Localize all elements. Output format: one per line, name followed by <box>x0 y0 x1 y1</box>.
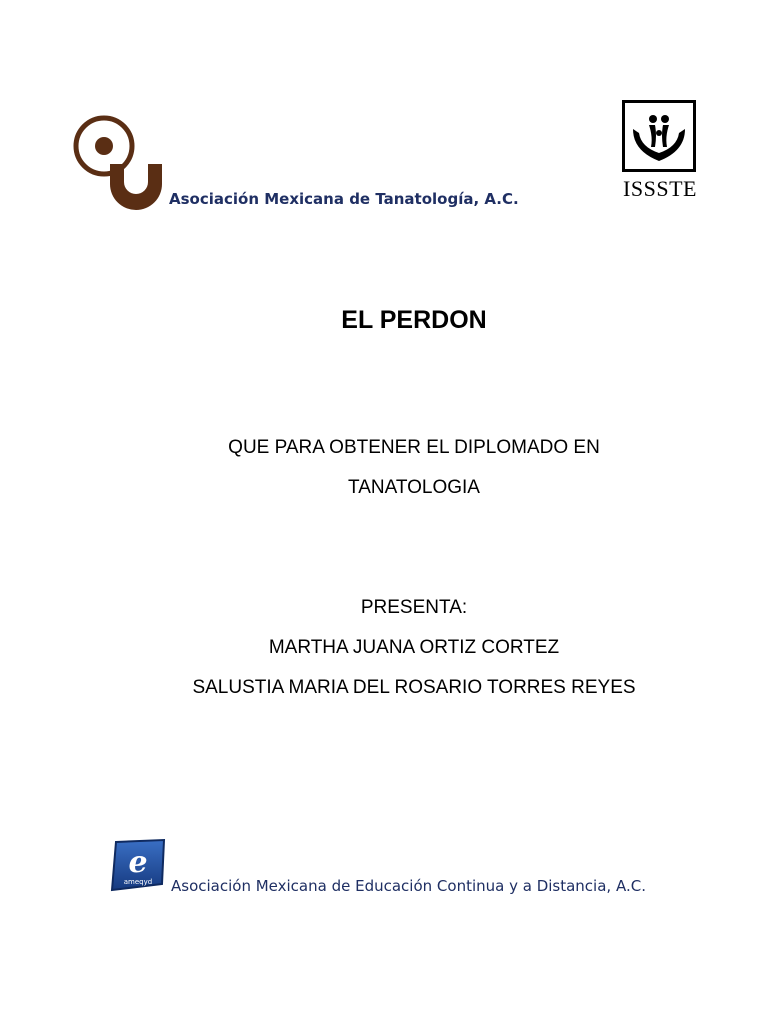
amegcyd-logo <box>108 838 168 894</box>
issste-emblem <box>622 100 696 172</box>
svg-text:e: e <box>128 845 148 880</box>
amegcyd-organization-name: Asociación Mexicana de Educación Continua y a Distancia, A.C. <box>171 877 646 895</box>
purpose-line-1: QUE PARA OBTENER EL DIPLOMADO EN <box>228 437 600 458</box>
purpose-line-2: TANATOLOGIA <box>348 477 480 498</box>
amegcyd-logo-text: ameqyd <box>123 878 153 886</box>
author-1: MARTHA JUANA ORTIZ CORTEZ <box>268 637 560 658</box>
issste-label: ISSSTE <box>623 176 697 201</box>
author-2: SALUSTIA MARIA DEL ROSARIO TORRES REYES <box>192 677 636 698</box>
presenta-label: PRESENTA: <box>360 597 468 618</box>
issste-logo <box>608 96 716 206</box>
amt-logo <box>72 112 168 212</box>
amt-organization-name: Asociación Mexicana de Tanatología, A.C. <box>169 190 519 208</box>
document-title: EL PERDON <box>341 306 487 334</box>
